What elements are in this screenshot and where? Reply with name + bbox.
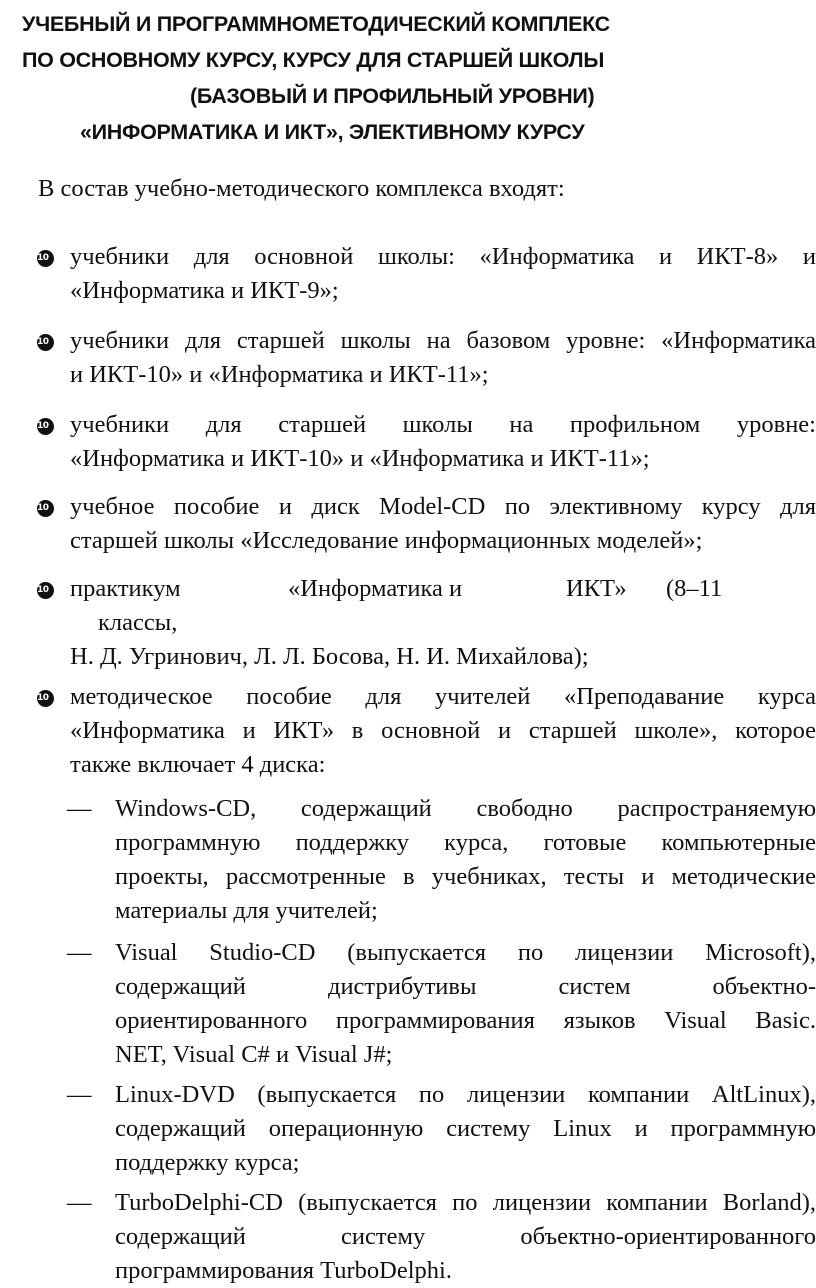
item-line: и ИКТ-10» и «Информатика и ИКТ-11»; (70, 361, 489, 388)
item-line: «Информатика и ИКТ» в основной и старшей школе», которое (70, 717, 816, 744)
item-line: «Информатика и ИКТ-10» и «Информатика и ИКТ-11»; (70, 445, 650, 472)
sub-list-item (67, 1078, 816, 1180)
sub-item-line: программную поддержку курса, готовые компьютерные (115, 829, 816, 856)
sub-item-line: материалы для учителей; (115, 897, 378, 924)
list-item (37, 324, 816, 392)
sub-item-line: NET, Visual C# и Visual J#; (115, 1041, 393, 1068)
item-line: классы, (98, 609, 178, 636)
sub-item-line: программирования TurboDelphi. (115, 1257, 452, 1284)
em-dash-marker: — (67, 1189, 92, 1216)
item-line: учебники для старшей школы на базовом уровне: «Информатика (70, 327, 816, 354)
circled-ten-bullet-icon: 10 (37, 250, 54, 267)
item-line: учебники для основной школы: «Информатика и ИКТ-8» и (70, 243, 816, 270)
sub-item-line: содержащий системy объектно-ориентированного (115, 1223, 816, 1250)
list-item (37, 240, 816, 308)
sub-list-item (67, 792, 816, 928)
sub-item-line: Visual Studio-CD (выпускается по лицензии Microsoft), (115, 939, 816, 966)
item-line: методическое пособие для учителей «Преподавание курса (70, 683, 816, 710)
item-line: также включает 4 диска: (70, 751, 326, 778)
sub-item-line: Windows-CD, содержащий свободно распространяемую (115, 795, 816, 822)
heading-line-4: «ИНФОРМАТИКА И ИКТ», ЭЛЕКТИВНОМУ КУРСУ (80, 120, 585, 144)
item-line: старшей школы «Исследование информационных моделей»; (70, 527, 703, 554)
document-heading (0, 6, 816, 150)
sub-item-line: поддержку курса; (115, 1149, 300, 1176)
em-dash-marker: — (67, 939, 92, 966)
item-line: Н. Д. Угринович, Л. Л. Босова, Н. И. Михайлова); (70, 643, 589, 670)
sub-list-item (67, 936, 816, 1072)
list-item (37, 490, 816, 558)
sub-item-line: Linux-DVD (выпускается по лицензии компании AltLinux), (115, 1081, 816, 1108)
heading-line-2: ПО ОСНОВНОМУ КУРСУ, КУРСУ ДЛЯ СТАРШЕЙ ШКОЛЫ (22, 48, 605, 72)
item-word: ИКТ» (566, 575, 627, 602)
heading-line-3: (БАЗОВЫЙ И ПРОФИЛЬНЫЙ УРОВНИ) (190, 84, 595, 108)
circled-ten-bullet-icon: 10 (37, 418, 54, 435)
circled-ten-bullet-icon: 10 (37, 334, 54, 351)
sub-item-line: TurboDelphi-CD (выпускается по лицензии компании Borland), (115, 1189, 816, 1216)
item-line: «Информатика и ИКТ-9»; (70, 277, 339, 304)
sub-item-line: проекты, рассмотренные в учебниках, тесты и методические (115, 863, 816, 890)
em-dash-marker: — (67, 1081, 92, 1108)
sub-list-item (67, 1186, 816, 1288)
circled-ten-bullet-icon: 10 (37, 582, 54, 599)
list-item (37, 572, 816, 674)
sub-item-line: содержащий операционную систему Linux и программную (115, 1115, 816, 1142)
list-item (37, 680, 816, 782)
heading-line-1: УЧЕБНЫЙ И ПРОГРАММНОМЕТОДИЧЕСКИЙ КОМПЛЕКС (22, 12, 610, 36)
item-word: (8–11 (666, 575, 723, 602)
item-word: «Информатика и (288, 575, 463, 602)
circled-ten-bullet-icon: 10 (37, 690, 54, 707)
item-line: учебное пособие и диск Model-CD по элективному курсу для (70, 493, 816, 520)
item-word: практикум (70, 575, 181, 602)
item-line: учебники для старшей школы на профильном уровне: (70, 411, 816, 438)
list-item (37, 408, 816, 476)
em-dash-marker: — (67, 795, 92, 822)
circled-ten-bullet-icon: 10 (37, 500, 54, 517)
intro-text: В состав учебно-методического комплекса входят: (38, 175, 565, 202)
sub-item-line: ориентированного программирования языков Visual Basic. (115, 1007, 816, 1034)
sub-item-line: содержащий дистрибутивы систем объектно- (115, 973, 816, 1000)
